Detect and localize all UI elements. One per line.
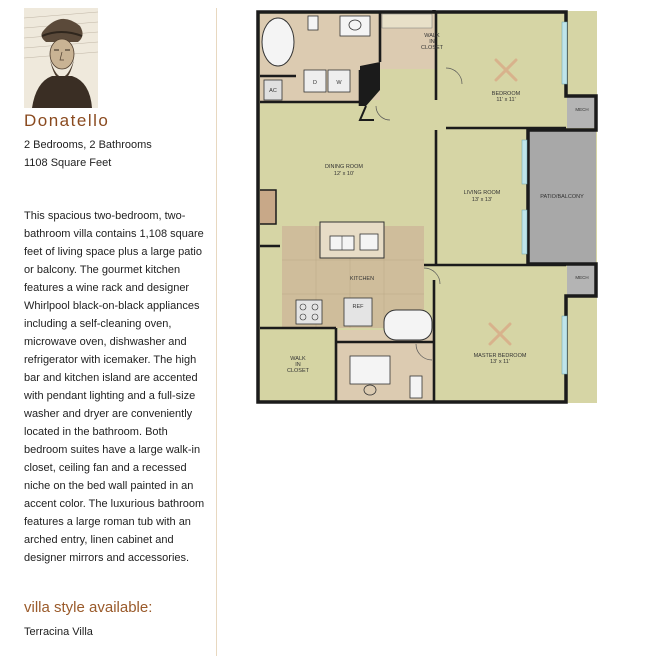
mech-bottom-label: MECH (575, 275, 589, 280)
kitchen-label: KITCHEN (349, 276, 375, 282)
mech-top (567, 96, 597, 128)
mech-top-label: MECH (575, 107, 589, 112)
closet-top-line2: IN (429, 39, 435, 45)
tub-top (262, 18, 294, 66)
beds-baths-text: 2 Bedrooms, 2 Bathrooms (24, 139, 152, 151)
bedroom-size: 11' x 11' (496, 97, 516, 103)
toilet-top (308, 16, 318, 30)
mech-bottom (567, 264, 597, 296)
closet-bottom-line2: IN (295, 362, 301, 368)
dining-room-size: 12' x 10' (333, 171, 355, 177)
refrigerator-label: REF (352, 304, 364, 310)
living-room-size: 13' x 13' (471, 197, 493, 203)
villa-style-name: Terracina Villa (24, 626, 93, 638)
square-feet-text: 1108 Square Feet (24, 157, 112, 169)
sink-top (340, 16, 370, 36)
floor-plan (256, 10, 602, 406)
living-room-label: LIVING ROOM (463, 190, 501, 196)
donatello-portrait (24, 8, 98, 108)
closet-bottom-line3: CLOSET (286, 368, 310, 374)
closet-shelf-top (382, 14, 432, 28)
entry-nook (260, 190, 276, 224)
washer-label: W (336, 80, 342, 86)
patio-label: PATIO/BALCONY (540, 194, 584, 200)
master-vanity (350, 356, 390, 384)
toilet-master (410, 376, 422, 398)
master-bedroom-size: 13' x 11' (490, 359, 510, 365)
bedroom-label: BEDROOM (491, 91, 521, 97)
closet-bottom-line1: WALK (290, 356, 306, 362)
closet-top-line1: WALK (424, 33, 440, 39)
dishwasher (360, 234, 378, 250)
plan-description: This spacious two-bedroom, two-bathroom villa contains 1,108 square feet of living space plus a large patio or balcony. The gourmet kitchen features a wine rack and designer Whirlpool black-on-black appliances including a self-cleaning oven, microwave oven, dishwasher and refrigerator with icemaker. The high bar and kitchen island are accented with pendant lighting and a full-size washer and dryer are conveniently located in the bathroom. Both bedroom suites have a large walk-in closet, ceiling fan and a recessed niche on the bed wall painted in an accent color. The luxurious bathroom features a large roman tub with an arched entry, linen cabinet and designer mirrors and accessories. (24, 210, 205, 564)
range (296, 300, 322, 324)
master-bedroom-label: MASTER BEDROOM (473, 353, 527, 359)
dining-room-label: DINING ROOM (325, 164, 363, 170)
dryer-label: D (313, 80, 317, 86)
plan-title: Donatello (24, 111, 110, 130)
column-divider (216, 8, 217, 656)
villa-style-heading: villa style available: (24, 599, 153, 616)
closet-top-line3: CLOSET (420, 45, 444, 51)
refrigerator (344, 298, 372, 326)
plan-info-panel (0, 0, 216, 656)
tub-master (384, 310, 432, 340)
ac-label: AC (269, 88, 277, 94)
